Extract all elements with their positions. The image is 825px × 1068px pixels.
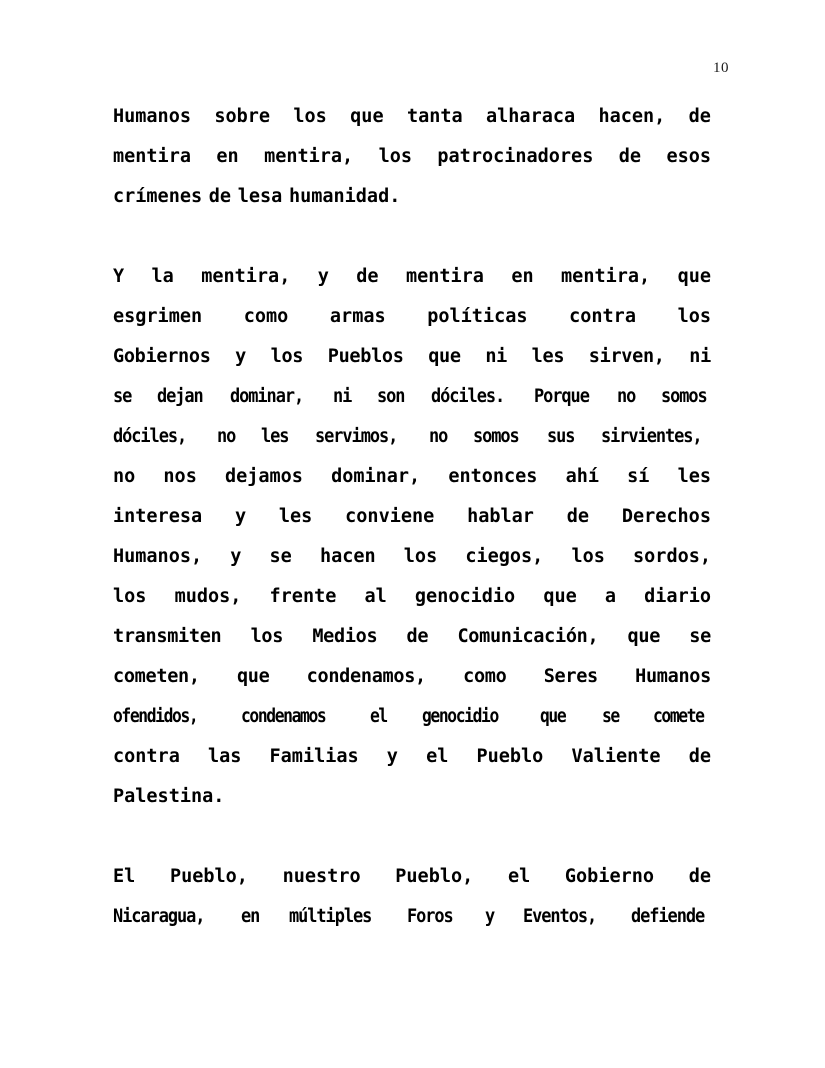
word: dóciles. [430, 386, 504, 407]
word: en [511, 266, 534, 287]
word: múltiples [289, 906, 372, 927]
word: comete [653, 706, 705, 727]
word: el [369, 706, 387, 727]
word: no [216, 426, 236, 447]
word: a [604, 586, 617, 607]
word: cometen, [113, 666, 200, 687]
word: y [317, 266, 329, 287]
word: armas [329, 306, 386, 327]
word: Palestina. [113, 786, 225, 807]
word: que [627, 626, 661, 647]
paragraph [113, 866, 711, 946]
word: al [364, 586, 387, 607]
word: de [618, 146, 642, 167]
text-line [113, 586, 711, 626]
word: hacen [319, 546, 376, 567]
text-line [113, 146, 711, 186]
word: de [208, 186, 232, 207]
word: los [677, 306, 711, 327]
word: patrocinadores [437, 146, 594, 167]
word: como [463, 666, 507, 687]
word: esos [666, 146, 711, 167]
document-body [113, 106, 711, 946]
word: mudos, [174, 586, 242, 607]
word: conviene [345, 506, 435, 527]
word: sus [547, 426, 575, 447]
word: Valiente [571, 746, 661, 767]
word: de [688, 866, 711, 887]
word: ciegos, [465, 546, 544, 567]
word: condenamos [241, 706, 326, 727]
word: les [677, 466, 711, 487]
word: mentira, [201, 266, 291, 287]
word: que [540, 706, 566, 727]
word: como [243, 306, 289, 327]
word: no [617, 386, 636, 407]
word: hacen, [598, 106, 666, 127]
word: de [406, 626, 429, 647]
word: nuestro [282, 866, 361, 887]
word: sobre [214, 106, 271, 127]
word: que [428, 346, 461, 367]
text-line [113, 346, 711, 386]
text-line [113, 426, 711, 466]
word: Medios [312, 626, 378, 647]
word: transmiten [113, 626, 222, 647]
text-line [113, 546, 711, 586]
word: les [531, 346, 565, 367]
word: dominar, [331, 466, 421, 487]
word: la [151, 266, 174, 287]
word: se [269, 546, 292, 567]
text-line [113, 706, 711, 746]
word: alharaca [486, 106, 576, 127]
word: que [543, 586, 577, 607]
word: somos [661, 386, 707, 407]
text-line [113, 626, 711, 666]
word: dejan [156, 386, 203, 407]
word: los [113, 586, 147, 607]
text-line [113, 906, 711, 946]
text-line [113, 506, 711, 546]
word: los [403, 546, 438, 567]
word: somos [473, 426, 519, 447]
word: los [250, 626, 284, 647]
word: los [571, 546, 605, 567]
word: defiende [631, 906, 705, 927]
word: Porque [533, 386, 589, 407]
word: los [378, 146, 412, 167]
word: les [261, 426, 289, 447]
word: son [377, 386, 405, 407]
word: ni [485, 346, 508, 367]
word: esgrimen [113, 306, 203, 327]
word: se [113, 386, 132, 407]
word: sirven, [588, 346, 665, 367]
word: condenamos, [306, 666, 426, 687]
word: Pueblo, [395, 866, 474, 887]
word: sirvientes, [601, 426, 702, 447]
word: Familias [269, 746, 359, 767]
word: Eventos, [523, 906, 597, 927]
word: ni [333, 386, 352, 407]
word: en [216, 146, 239, 167]
word: no [113, 466, 136, 487]
word: se [601, 706, 619, 727]
word: Gobierno [564, 866, 655, 887]
word: mentira [113, 146, 191, 167]
word: Pueblos [327, 346, 404, 367]
text-line [113, 746, 711, 786]
word: interesa [113, 506, 203, 527]
word: políticas [427, 306, 528, 327]
word: ofendidos, [113, 706, 198, 727]
word: de [356, 266, 379, 287]
paragraph [113, 106, 711, 226]
text-line [113, 306, 711, 346]
word: que [677, 266, 711, 287]
word: que [350, 106, 384, 127]
word: y [484, 906, 495, 927]
word: Seres [543, 666, 598, 687]
word: les [278, 506, 313, 527]
word: de [688, 106, 711, 127]
word: hablar [467, 506, 534, 527]
word: sí [627, 466, 650, 487]
word: Y [113, 266, 125, 287]
text-line [113, 466, 711, 506]
word: sordos, [633, 546, 711, 567]
word: Pueblo, [169, 866, 248, 887]
word: contra [569, 306, 636, 327]
text-line [113, 106, 711, 146]
word: contra [113, 746, 180, 767]
word: Humanos, [113, 546, 203, 567]
word: ahí [565, 466, 600, 487]
word: Humanos [113, 106, 191, 127]
word: el [426, 746, 449, 767]
word: en [240, 906, 260, 927]
word: entonces [448, 466, 538, 487]
word: lesa [237, 186, 283, 207]
text-line [113, 786, 711, 826]
text-line [113, 666, 711, 706]
word: Derechos [621, 506, 711, 527]
word: y [230, 546, 242, 567]
word: Foros [406, 906, 453, 927]
word: humanidad. [288, 186, 401, 207]
word: mentira [405, 266, 484, 287]
word: y [234, 506, 247, 527]
word: y [386, 746, 398, 767]
word: Comunicación, [457, 626, 599, 647]
word: mentira, [264, 146, 354, 167]
page-number: 10 [713, 60, 729, 76]
word: crímenes [113, 186, 203, 207]
word: Pueblo [476, 746, 544, 767]
text-line [113, 386, 711, 426]
word: que [236, 666, 270, 687]
paragraph [113, 266, 711, 826]
word: dejamos [224, 466, 303, 487]
word: no [429, 426, 448, 447]
word: diario [644, 586, 711, 607]
word: genocidio [421, 706, 498, 727]
word: se [689, 626, 711, 647]
word: ni [689, 346, 711, 367]
word: Gobiernos [113, 346, 211, 367]
word: nos [163, 466, 197, 487]
word: El [113, 866, 136, 887]
word: mentira, [561, 266, 651, 287]
word: dominar, [230, 386, 304, 407]
word: los [270, 346, 304, 367]
word: dóciles, [113, 426, 187, 447]
word: Nicaragua, [113, 906, 205, 927]
word: las [207, 746, 242, 767]
word: y [235, 346, 246, 367]
text-line [113, 266, 711, 306]
text-line [113, 866, 711, 906]
word: frente [269, 586, 337, 607]
word: tanta [406, 106, 463, 127]
word: servimos, [315, 426, 398, 447]
word: genocidio [414, 586, 516, 607]
word: el [507, 866, 531, 887]
word: Humanos [635, 666, 711, 687]
text-line [113, 186, 711, 226]
word: de [566, 506, 590, 527]
word: los [293, 106, 327, 127]
word: de [688, 746, 711, 767]
